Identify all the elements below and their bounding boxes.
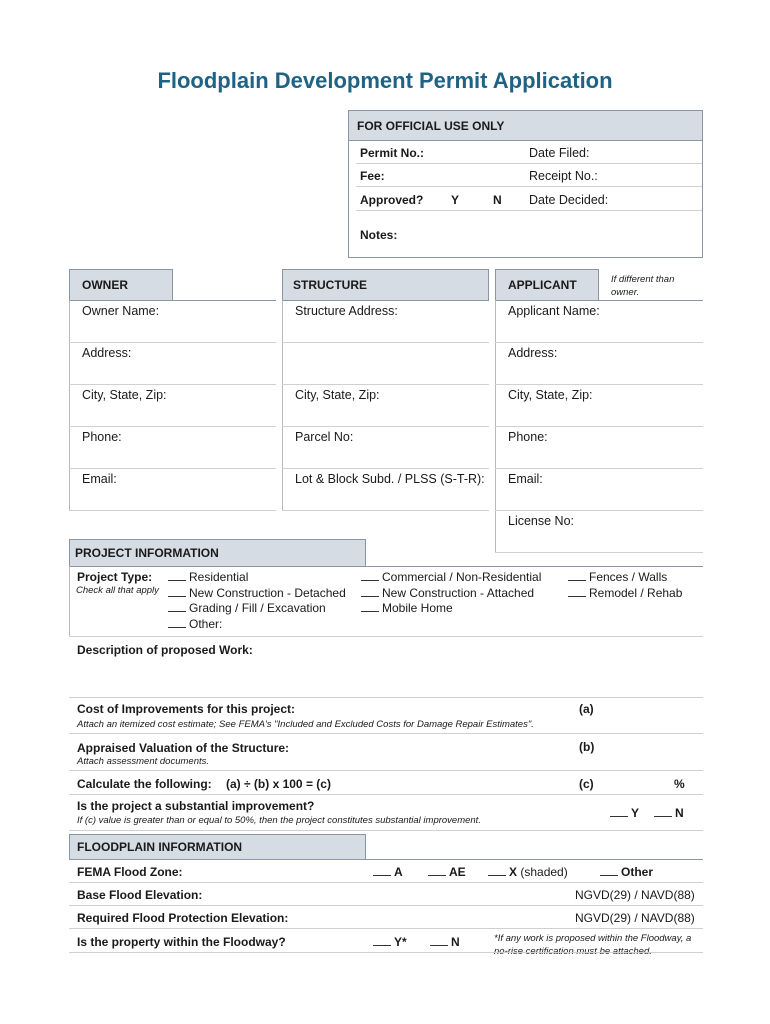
type-fences-walls[interactable]: Fences / Walls <box>568 570 667 584</box>
type-mobile-home[interactable]: Mobile Home <box>361 601 453 615</box>
floodway-y[interactable]: Y* <box>373 935 407 949</box>
structure-field-4[interactable]: Lot & Block Subd. / PLSS (S-T-R): <box>295 472 485 486</box>
calc-percent: % <box>674 777 685 791</box>
appraised-label: Appraised Valuation of the Structure: <box>77 741 290 755</box>
calc-formula: (a) ÷ (b) x 100 = (c) <box>226 777 331 791</box>
approved-y[interactable]: Y <box>451 193 460 207</box>
type-grading[interactable]: Grading / Fill / Excavation <box>168 601 326 615</box>
appraised-b-label: (b) <box>579 740 595 754</box>
applicant-field-5[interactable]: License No: <box>508 514 575 528</box>
substantial-note: If (c) value is greater than or equal to 50%, then the project constitutes substantial improvement. <box>77 815 481 826</box>
applicant-header: APPLICANT <box>495 269 599 301</box>
applicant-field-2[interactable]: City, State, Zip: <box>508 388 593 402</box>
structure-field-2[interactable]: City, State, Zip: <box>295 388 380 402</box>
fee-label: Fee: <box>360 169 385 183</box>
owner-field-3[interactable]: Phone: <box>82 430 122 444</box>
structure-header: STRUCTURE <box>282 269 489 301</box>
type-remodel-rehab[interactable]: Remodel / Rehab <box>568 586 682 600</box>
substantial-y[interactable]: Y <box>610 806 639 820</box>
page-title: Floodplain Development Permit Application <box>157 68 613 93</box>
type-new-construction-detached[interactable]: New Construction - Detached <box>168 586 346 600</box>
receipt-no-label: Receipt No.: <box>529 169 598 183</box>
date-filed-label: Date Filed: <box>529 146 590 160</box>
project-type-note: Check all that apply <box>76 585 159 596</box>
applicant-note: If different than owner. <box>611 274 675 298</box>
structure-field-0[interactable]: Structure Address: <box>295 304 398 318</box>
rfpe-value: NGVD(29) / NAVD(88) <box>575 911 695 925</box>
appraised-note: Attach assessment documents. <box>77 756 210 767</box>
type-new-construction-attached[interactable]: New Construction - Attached <box>361 586 534 600</box>
applicant-field-0[interactable]: Applicant Name: <box>508 304 600 318</box>
owner-field-4[interactable]: Email: <box>82 472 117 486</box>
floodway-n[interactable]: N <box>430 935 460 949</box>
applicant-field-3[interactable]: Phone: <box>508 430 548 444</box>
description-label: Description of proposed Work: <box>77 643 253 657</box>
flood-zone-label: FEMA Flood Zone: <box>77 865 183 879</box>
type-residential[interactable]: Residential <box>168 570 248 584</box>
flood-zone-a[interactable]: A <box>373 865 403 879</box>
approved-n[interactable]: N <box>493 193 502 207</box>
substantial-label: Is the project a substantial improvement? <box>77 799 315 813</box>
calc-c-label: (c) <box>579 777 594 791</box>
flood-zone-ae[interactable]: AE <box>428 865 466 879</box>
floodplain-info-header: FLOODPLAIN INFORMATION <box>69 834 366 860</box>
permit-no-label: Permit No.: <box>360 146 425 160</box>
official-use-header: FOR OFFICIAL USE ONLY <box>349 111 702 141</box>
notes-label: Notes: <box>360 228 398 242</box>
cost-label: Cost of Improvements for this project: <box>77 702 296 716</box>
floodway-label: Is the property within the Floodway? <box>77 935 286 949</box>
cost-note: Attach an itemized cost estimate; See FEMA's "Included and Excluded Costs for Damage Repair Estimates". <box>77 719 534 730</box>
flood-zone-other[interactable]: Other <box>600 865 653 879</box>
approved-label: Approved? <box>360 193 424 207</box>
project-info-header: PROJECT INFORMATION <box>69 539 366 567</box>
substantial-n[interactable]: N <box>654 806 684 820</box>
official-use-box <box>348 110 703 258</box>
applicant-field-1[interactable]: Address: <box>508 346 558 360</box>
owner-field-0[interactable]: Owner Name: <box>82 304 160 318</box>
calc-label: Calculate the following: <box>77 777 212 791</box>
bfe-value: NGVD(29) / NAVD(88) <box>575 888 695 902</box>
type-other[interactable]: Other: <box>168 617 222 631</box>
structure-field-3[interactable]: Parcel No: <box>295 430 354 444</box>
date-decided-label: Date Decided: <box>529 193 609 207</box>
floodway-note: *If any work is proposed within the Floodway, a <box>494 933 692 944</box>
owner-field-2[interactable]: City, State, Zip: <box>82 388 167 402</box>
rfpe-label: Required Flood Protection Elevation: <box>77 911 289 925</box>
bfe-label: Base Flood Elevation: <box>77 888 203 902</box>
type-commercial[interactable]: Commercial / Non-Residential <box>361 570 541 584</box>
owner-header: OWNER <box>69 269 173 301</box>
cost-a-label: (a) <box>579 702 594 716</box>
applicant-field-4[interactable]: Email: <box>508 472 543 486</box>
flood-zone-x[interactable]: X (shaded) <box>488 865 568 879</box>
project-type-label: Project Type: <box>77 570 153 584</box>
owner-field-1[interactable]: Address: <box>82 346 132 360</box>
